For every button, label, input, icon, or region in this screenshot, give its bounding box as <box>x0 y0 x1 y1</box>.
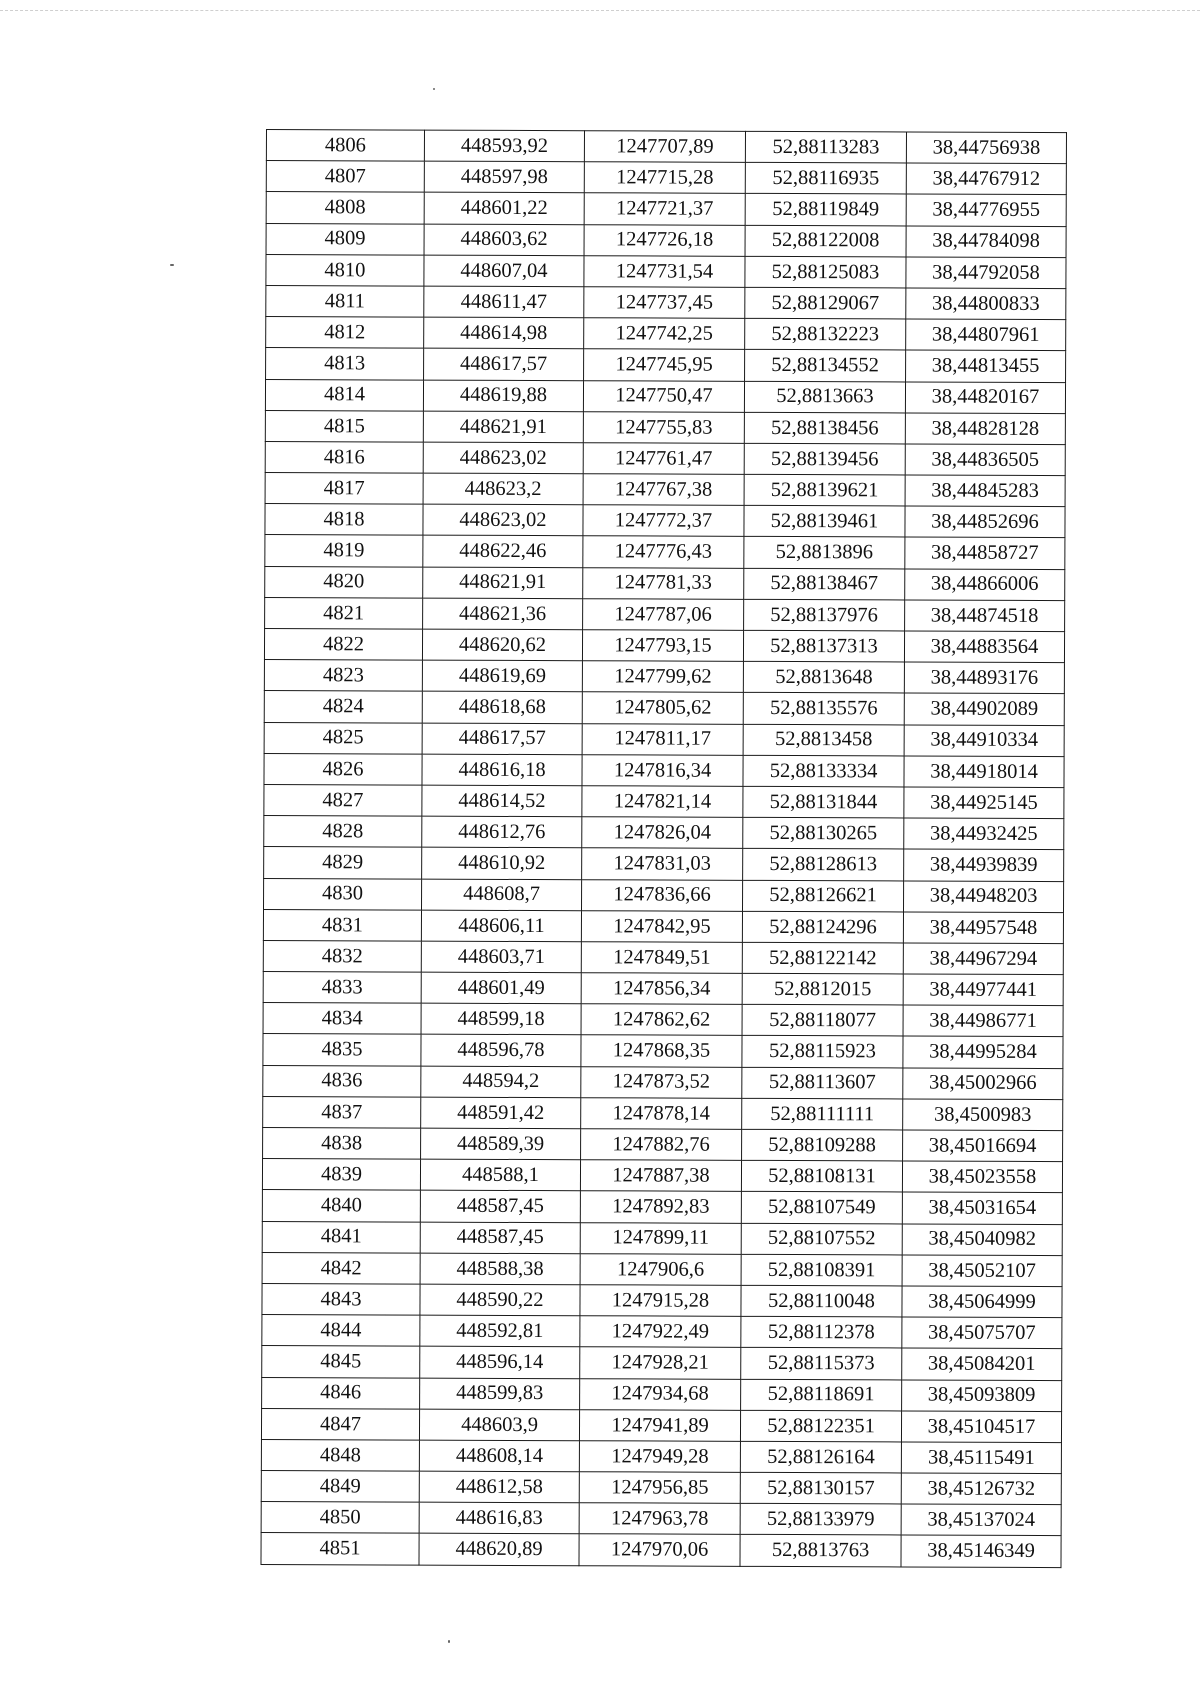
latitude-cell: 52,88139461 <box>744 506 905 538</box>
table-row <box>261 1408 1061 1442</box>
table-row <box>261 1471 1061 1505</box>
longitude-cell: 38,44866006 <box>905 569 1065 601</box>
longitude-cell: 38,45084201 <box>902 1348 1062 1380</box>
y-coordinate-cell: 1247761,47 <box>583 443 744 475</box>
scan-speck <box>170 264 174 266</box>
table-row <box>262 1315 1062 1349</box>
y-coordinate-cell: 1247787,06 <box>583 599 744 631</box>
longitude-cell: 38,44910334 <box>904 725 1064 757</box>
latitude-cell: 52,88119849 <box>745 194 906 226</box>
longitude-cell: 38,44858727 <box>905 537 1065 569</box>
point-number-cell: 4838 <box>263 1127 421 1159</box>
longitude-cell: 38,44977441 <box>903 974 1063 1006</box>
longitude-cell: 38,45137024 <box>901 1504 1061 1536</box>
latitude-cell: 52,88133334 <box>743 755 904 787</box>
latitude-cell: 52,88137313 <box>743 630 904 662</box>
latitude-cell: 52,88122008 <box>745 225 906 257</box>
point-number-cell: 4822 <box>264 628 422 660</box>
longitude-cell: 38,44756938 <box>906 132 1066 164</box>
x-coordinate-cell: 448612,76 <box>422 816 582 848</box>
latitude-cell: 52,88108131 <box>741 1161 902 1193</box>
table-row <box>264 660 1064 694</box>
table-row <box>261 1533 1061 1567</box>
x-coordinate-cell: 448619,69 <box>422 660 582 692</box>
y-coordinate-cell: 1247745,95 <box>584 349 745 381</box>
table-row <box>262 1377 1062 1411</box>
x-coordinate-cell: 448603,71 <box>421 941 581 973</box>
table-row <box>266 192 1066 226</box>
y-coordinate-cell: 1247842,95 <box>581 910 742 942</box>
point-number-cell: 4840 <box>262 1190 420 1222</box>
point-number-cell: 4844 <box>262 1315 420 1347</box>
y-coordinate-cell: 1247887,38 <box>580 1160 741 1192</box>
latitude-cell: 52,88122142 <box>742 942 903 974</box>
latitude-cell: 52,88109288 <box>742 1129 903 1161</box>
latitude-cell: 52,88133979 <box>740 1504 901 1536</box>
x-coordinate-cell: 448606,11 <box>421 910 581 942</box>
y-coordinate-cell: 1247836,66 <box>582 879 743 911</box>
point-number-cell: 4818 <box>265 504 423 536</box>
x-coordinate-cell: 448601,49 <box>421 972 581 1004</box>
longitude-cell: 38,44932425 <box>904 818 1064 850</box>
table-row <box>264 691 1064 725</box>
table-row <box>265 504 1065 538</box>
x-coordinate-cell: 448592,81 <box>420 1315 580 1347</box>
y-coordinate-cell: 1247949,28 <box>579 1441 740 1473</box>
latitude-cell: 52,88122351 <box>740 1410 901 1442</box>
longitude-cell: 38,44813455 <box>906 350 1066 382</box>
latitude-cell: 52,88110048 <box>741 1285 902 1317</box>
table-row <box>266 285 1066 319</box>
point-number-cell: 4830 <box>264 878 422 910</box>
point-number-cell: 4820 <box>265 566 423 598</box>
x-coordinate-cell: 448622,46 <box>423 536 583 568</box>
longitude-cell: 38,45040982 <box>902 1224 1062 1256</box>
latitude-cell: 52,8813458 <box>743 724 904 756</box>
x-coordinate-cell: 448623,02 <box>423 504 583 536</box>
table-row <box>261 1502 1061 1536</box>
x-coordinate-cell: 448623,2 <box>423 473 583 505</box>
y-coordinate-cell: 1247811,17 <box>582 723 743 755</box>
longitude-cell: 38,44967294 <box>903 943 1063 975</box>
longitude-cell: 38,44918014 <box>904 756 1064 788</box>
x-coordinate-cell: 448623,02 <box>423 442 583 474</box>
point-number-cell: 4849 <box>261 1471 419 1503</box>
x-coordinate-cell: 448596,14 <box>420 1346 580 1378</box>
latitude-cell: 52,88137976 <box>744 599 905 631</box>
table-row <box>263 940 1063 974</box>
point-number-cell: 4817 <box>265 473 423 505</box>
longitude-cell: 38,44957548 <box>903 912 1063 944</box>
longitude-cell: 38,45093809 <box>902 1379 1062 1411</box>
x-coordinate-cell: 448617,57 <box>422 723 582 755</box>
longitude-cell: 38,44925145 <box>904 787 1064 819</box>
latitude-cell: 52,88139456 <box>744 443 905 475</box>
x-coordinate-cell: 448587,45 <box>420 1222 580 1254</box>
point-number-cell: 4843 <box>262 1283 420 1315</box>
x-coordinate-cell: 448590,22 <box>420 1284 580 1316</box>
x-coordinate-cell: 448617,57 <box>424 348 584 380</box>
y-coordinate-cell: 1247731,54 <box>584 255 745 287</box>
y-coordinate-cell: 1247726,18 <box>584 224 745 256</box>
point-number-cell: 4810 <box>266 254 424 286</box>
point-number-cell: 4832 <box>263 940 421 972</box>
longitude-cell: 38,44883564 <box>904 631 1064 663</box>
x-coordinate-cell: 448603,62 <box>424 224 584 256</box>
y-coordinate-cell: 1247750,47 <box>583 380 744 412</box>
y-coordinate-cell: 1247856,34 <box>581 973 742 1005</box>
table-row <box>263 972 1063 1006</box>
scan-speck <box>433 88 435 90</box>
longitude-cell: 38,44995284 <box>903 1036 1063 1068</box>
table-row <box>265 566 1065 600</box>
longitude-cell: 38,45016694 <box>903 1130 1063 1162</box>
x-coordinate-cell: 448621,91 <box>423 411 583 443</box>
x-coordinate-cell: 448587,45 <box>420 1190 580 1222</box>
longitude-cell: 38,45023558 <box>902 1161 1062 1193</box>
x-coordinate-cell: 448620,62 <box>422 629 582 661</box>
y-coordinate-cell: 1247941,89 <box>579 1409 740 1441</box>
x-coordinate-cell: 448603,9 <box>419 1409 579 1441</box>
y-coordinate-cell: 1247816,34 <box>582 754 743 786</box>
longitude-cell: 38,45052107 <box>902 1255 1062 1287</box>
y-coordinate-cell: 1247882,76 <box>581 1129 742 1161</box>
latitude-cell: 52,88132223 <box>745 318 906 350</box>
table-row <box>266 254 1066 288</box>
y-coordinate-cell: 1247755,83 <box>583 411 744 443</box>
y-coordinate-cell: 1247915,28 <box>580 1285 741 1317</box>
point-number-cell: 4815 <box>265 410 423 442</box>
y-coordinate-cell: 1247707,89 <box>584 131 745 163</box>
table-row <box>261 1439 1061 1473</box>
longitude-cell: 38,45031654 <box>902 1192 1062 1224</box>
table-row <box>263 1003 1063 1037</box>
table-row <box>263 1096 1063 1130</box>
table-row <box>264 816 1064 850</box>
latitude-cell: 52,8813763 <box>740 1535 901 1567</box>
y-coordinate-cell: 1247922,49 <box>580 1316 741 1348</box>
table-row <box>263 1034 1063 1068</box>
x-coordinate-cell: 448610,92 <box>422 847 582 879</box>
y-coordinate-cell: 1247849,51 <box>581 942 742 974</box>
x-coordinate-cell: 448588,1 <box>420 1159 580 1191</box>
point-number-cell: 4826 <box>264 753 422 785</box>
table-row <box>262 1159 1062 1193</box>
table-row <box>266 130 1066 164</box>
table-row <box>264 878 1064 912</box>
table-row <box>265 410 1065 444</box>
coordinates-table-container <box>266 129 1066 1565</box>
point-number-cell: 4851 <box>261 1533 419 1565</box>
latitude-cell: 52,88135576 <box>743 693 904 725</box>
longitude-cell: 38,45146349 <box>901 1535 1061 1567</box>
table-row <box>262 1346 1062 1380</box>
table-row <box>266 348 1066 382</box>
latitude-cell: 52,88128613 <box>743 849 904 881</box>
latitude-cell: 52,88112378 <box>741 1316 902 1348</box>
x-coordinate-cell: 448601,22 <box>424 192 584 224</box>
longitude-cell: 38,44820167 <box>905 381 1065 413</box>
table-row <box>262 1252 1062 1286</box>
x-coordinate-cell: 448599,83 <box>420 1378 580 1410</box>
latitude-cell: 52,88134552 <box>745 350 906 382</box>
x-coordinate-cell: 448616,83 <box>419 1502 579 1534</box>
table-row <box>263 909 1063 943</box>
table-row <box>265 379 1065 413</box>
longitude-cell: 38,44836505 <box>905 444 1065 476</box>
latitude-cell: 52,88124296 <box>742 911 903 943</box>
latitude-cell: 52,88116935 <box>745 163 906 195</box>
point-number-cell: 4839 <box>262 1159 420 1191</box>
scan-edge-line <box>0 10 1200 11</box>
x-coordinate-cell: 448608,7 <box>422 879 582 911</box>
longitude-cell: 38,45075707 <box>902 1317 1062 1349</box>
table-row <box>265 473 1065 507</box>
table-row <box>265 441 1065 475</box>
x-coordinate-cell: 448612,58 <box>419 1471 579 1503</box>
point-number-cell: 4845 <box>262 1346 420 1378</box>
y-coordinate-cell: 1247737,45 <box>584 287 745 319</box>
x-coordinate-cell: 448620,89 <box>419 1534 579 1566</box>
y-coordinate-cell: 1247873,52 <box>581 1066 742 1098</box>
y-coordinate-cell: 1247899,11 <box>580 1222 741 1254</box>
x-coordinate-cell: 448588,38 <box>420 1253 580 1285</box>
latitude-cell: 52,88118077 <box>742 1005 903 1037</box>
y-coordinate-cell: 1247963,78 <box>579 1503 740 1535</box>
table-row <box>262 1190 1062 1224</box>
latitude-cell: 52,8812015 <box>742 973 903 1005</box>
y-coordinate-cell: 1247934,68 <box>580 1378 741 1410</box>
point-number-cell: 4841 <box>262 1221 420 1253</box>
point-number-cell: 4813 <box>266 348 424 380</box>
longitude-cell: 38,45126732 <box>901 1473 1061 1505</box>
y-coordinate-cell: 1247868,35 <box>581 1035 742 1067</box>
latitude-cell: 52,8813663 <box>744 381 905 413</box>
x-coordinate-cell: 448611,47 <box>424 286 584 318</box>
table-row <box>265 597 1065 631</box>
latitude-cell: 52,8813648 <box>743 662 904 694</box>
point-number-cell: 4848 <box>261 1439 419 1471</box>
x-coordinate-cell: 448593,92 <box>424 130 584 162</box>
y-coordinate-cell: 1247821,14 <box>582 786 743 818</box>
latitude-cell: 52,8813896 <box>744 537 905 569</box>
y-coordinate-cell: 1247970,06 <box>579 1534 740 1566</box>
point-number-cell: 4814 <box>265 379 423 411</box>
longitude-cell: 38,44902089 <box>904 693 1064 725</box>
y-coordinate-cell: 1247831,03 <box>582 848 743 880</box>
longitude-cell: 38,44893176 <box>904 662 1064 694</box>
longitude-cell: 38,45002966 <box>903 1068 1063 1100</box>
longitude-cell: 38,44792058 <box>906 257 1066 289</box>
point-number-cell: 4812 <box>266 317 424 349</box>
longitude-cell: 38,45064999 <box>902 1286 1062 1318</box>
x-coordinate-cell: 448614,52 <box>422 785 582 817</box>
latitude-cell: 52,88107549 <box>741 1192 902 1224</box>
table-row <box>264 753 1064 787</box>
table-row <box>262 1221 1062 1255</box>
longitude-cell: 38,44828128 <box>905 413 1065 445</box>
point-number-cell: 4846 <box>262 1377 420 1409</box>
table-row <box>263 1065 1063 1099</box>
latitude-cell: 52,88129067 <box>745 287 906 319</box>
latitude-cell: 52,88130157 <box>740 1472 901 1504</box>
longitude-cell: 38,45115491 <box>901 1442 1061 1474</box>
latitude-cell: 52,88131844 <box>743 786 904 818</box>
point-number-cell: 4821 <box>265 597 423 629</box>
y-coordinate-cell: 1247772,37 <box>583 505 744 537</box>
point-number-cell: 4842 <box>262 1252 420 1284</box>
table-row <box>262 1283 1062 1317</box>
x-coordinate-cell: 448621,91 <box>423 567 583 599</box>
table-row <box>264 847 1064 881</box>
y-coordinate-cell: 1247799,62 <box>582 661 743 693</box>
y-coordinate-cell: 1247862,62 <box>581 1004 742 1036</box>
point-number-cell: 4806 <box>266 130 424 162</box>
longitude-cell: 38,44800833 <box>906 288 1066 320</box>
latitude-cell: 52,88126164 <box>740 1441 901 1473</box>
y-coordinate-cell: 1247793,15 <box>582 630 743 662</box>
point-number-cell: 4809 <box>266 223 424 255</box>
point-number-cell: 4835 <box>263 1034 421 1066</box>
latitude-cell: 52,88138467 <box>744 568 905 600</box>
latitude-cell: 52,88113283 <box>745 131 906 163</box>
longitude-cell: 38,44939839 <box>904 849 1064 881</box>
longitude-cell: 38,44845283 <box>905 475 1065 507</box>
longitude-cell: 38,44852696 <box>905 506 1065 538</box>
longitude-cell: 38,44776955 <box>906 194 1066 226</box>
latitude-cell: 52,88107552 <box>741 1223 902 1255</box>
x-coordinate-cell: 448599,18 <box>421 1003 581 1035</box>
table-row <box>266 223 1066 257</box>
point-number-cell: 4834 <box>263 1003 421 1035</box>
y-coordinate-cell: 1247906,6 <box>580 1253 741 1285</box>
x-coordinate-cell: 448596,78 <box>421 1035 581 1067</box>
point-number-cell: 4850 <box>261 1502 419 1534</box>
y-coordinate-cell: 1247742,25 <box>584 318 745 350</box>
y-coordinate-cell: 1247715,28 <box>584 162 745 194</box>
longitude-cell: 38,44807961 <box>906 319 1066 351</box>
longitude-cell: 38,44948203 <box>903 880 1063 912</box>
y-coordinate-cell: 1247721,37 <box>584 193 745 225</box>
point-number-cell: 4833 <box>263 972 421 1004</box>
point-number-cell: 4828 <box>264 816 422 848</box>
point-number-cell: 4824 <box>264 691 422 723</box>
table-row <box>264 784 1064 818</box>
point-number-cell: 4823 <box>264 660 422 692</box>
x-coordinate-cell: 448619,88 <box>423 380 583 412</box>
table-row <box>263 1127 1063 1161</box>
latitude-cell: 52,88126621 <box>743 880 904 912</box>
x-coordinate-cell: 448591,42 <box>421 1097 581 1129</box>
point-number-cell: 4819 <box>265 535 423 567</box>
table-row <box>266 161 1066 195</box>
longitude-cell: 38,45104517 <box>901 1411 1061 1443</box>
longitude-cell: 38,44986771 <box>903 1005 1063 1037</box>
point-number-cell: 4811 <box>266 285 424 317</box>
longitude-cell: 38,44874518 <box>905 600 1065 632</box>
y-coordinate-cell: 1247892,83 <box>580 1191 741 1223</box>
point-number-cell: 4837 <box>263 1096 421 1128</box>
x-coordinate-cell: 448607,04 <box>424 255 584 287</box>
y-coordinate-cell: 1247805,62 <box>582 692 743 724</box>
table-row <box>264 628 1064 662</box>
x-coordinate-cell: 448589,39 <box>421 1128 581 1160</box>
point-number-cell: 4816 <box>265 441 423 473</box>
latitude-cell: 52,88115373 <box>741 1348 902 1380</box>
y-coordinate-cell: 1247781,33 <box>583 567 744 599</box>
longitude-cell: 38,44767912 <box>906 163 1066 195</box>
latitude-cell: 52,88115923 <box>742 1036 903 1068</box>
table-row <box>264 722 1064 756</box>
coordinates-table-body <box>261 130 1067 1568</box>
latitude-cell: 52,88125083 <box>745 256 906 288</box>
latitude-cell: 52,88111111 <box>742 1098 903 1130</box>
x-coordinate-cell: 448618,68 <box>422 691 582 723</box>
point-number-cell: 4827 <box>264 784 422 816</box>
y-coordinate-cell: 1247956,85 <box>579 1472 740 1504</box>
x-coordinate-cell: 448621,36 <box>423 598 583 630</box>
longitude-cell: 38,4500983 <box>903 1099 1063 1131</box>
point-number-cell: 4808 <box>266 192 424 224</box>
x-coordinate-cell: 448616,18 <box>422 754 582 786</box>
y-coordinate-cell: 1247826,04 <box>582 817 743 849</box>
y-coordinate-cell: 1247767,38 <box>583 474 744 506</box>
latitude-cell: 52,88139621 <box>744 474 905 506</box>
x-coordinate-cell: 448608,14 <box>419 1440 579 1472</box>
table-row <box>266 317 1066 351</box>
x-coordinate-cell: 448597,98 <box>424 161 584 193</box>
point-number-cell: 4807 <box>266 161 424 193</box>
latitude-cell: 52,88118691 <box>741 1379 902 1411</box>
latitude-cell: 52,88130265 <box>743 817 904 849</box>
point-number-cell: 4836 <box>263 1065 421 1097</box>
y-coordinate-cell: 1247878,14 <box>581 1098 742 1130</box>
latitude-cell: 52,88108391 <box>741 1254 902 1286</box>
scan-speck <box>448 1640 450 1643</box>
y-coordinate-cell: 1247928,21 <box>580 1347 741 1379</box>
x-coordinate-cell: 448614,98 <box>424 317 584 349</box>
x-coordinate-cell: 448594,2 <box>421 1066 581 1098</box>
point-number-cell: 4829 <box>264 847 422 879</box>
longitude-cell: 38,44784098 <box>906 226 1066 258</box>
y-coordinate-cell: 1247776,43 <box>583 536 744 568</box>
latitude-cell: 52,88138456 <box>744 412 905 444</box>
latitude-cell: 52,88113607 <box>742 1067 903 1099</box>
coordinates-table <box>260 129 1067 1568</box>
table-row <box>265 535 1065 569</box>
point-number-cell: 4831 <box>263 909 421 941</box>
point-number-cell: 4825 <box>264 722 422 754</box>
point-number-cell: 4847 <box>261 1408 419 1440</box>
